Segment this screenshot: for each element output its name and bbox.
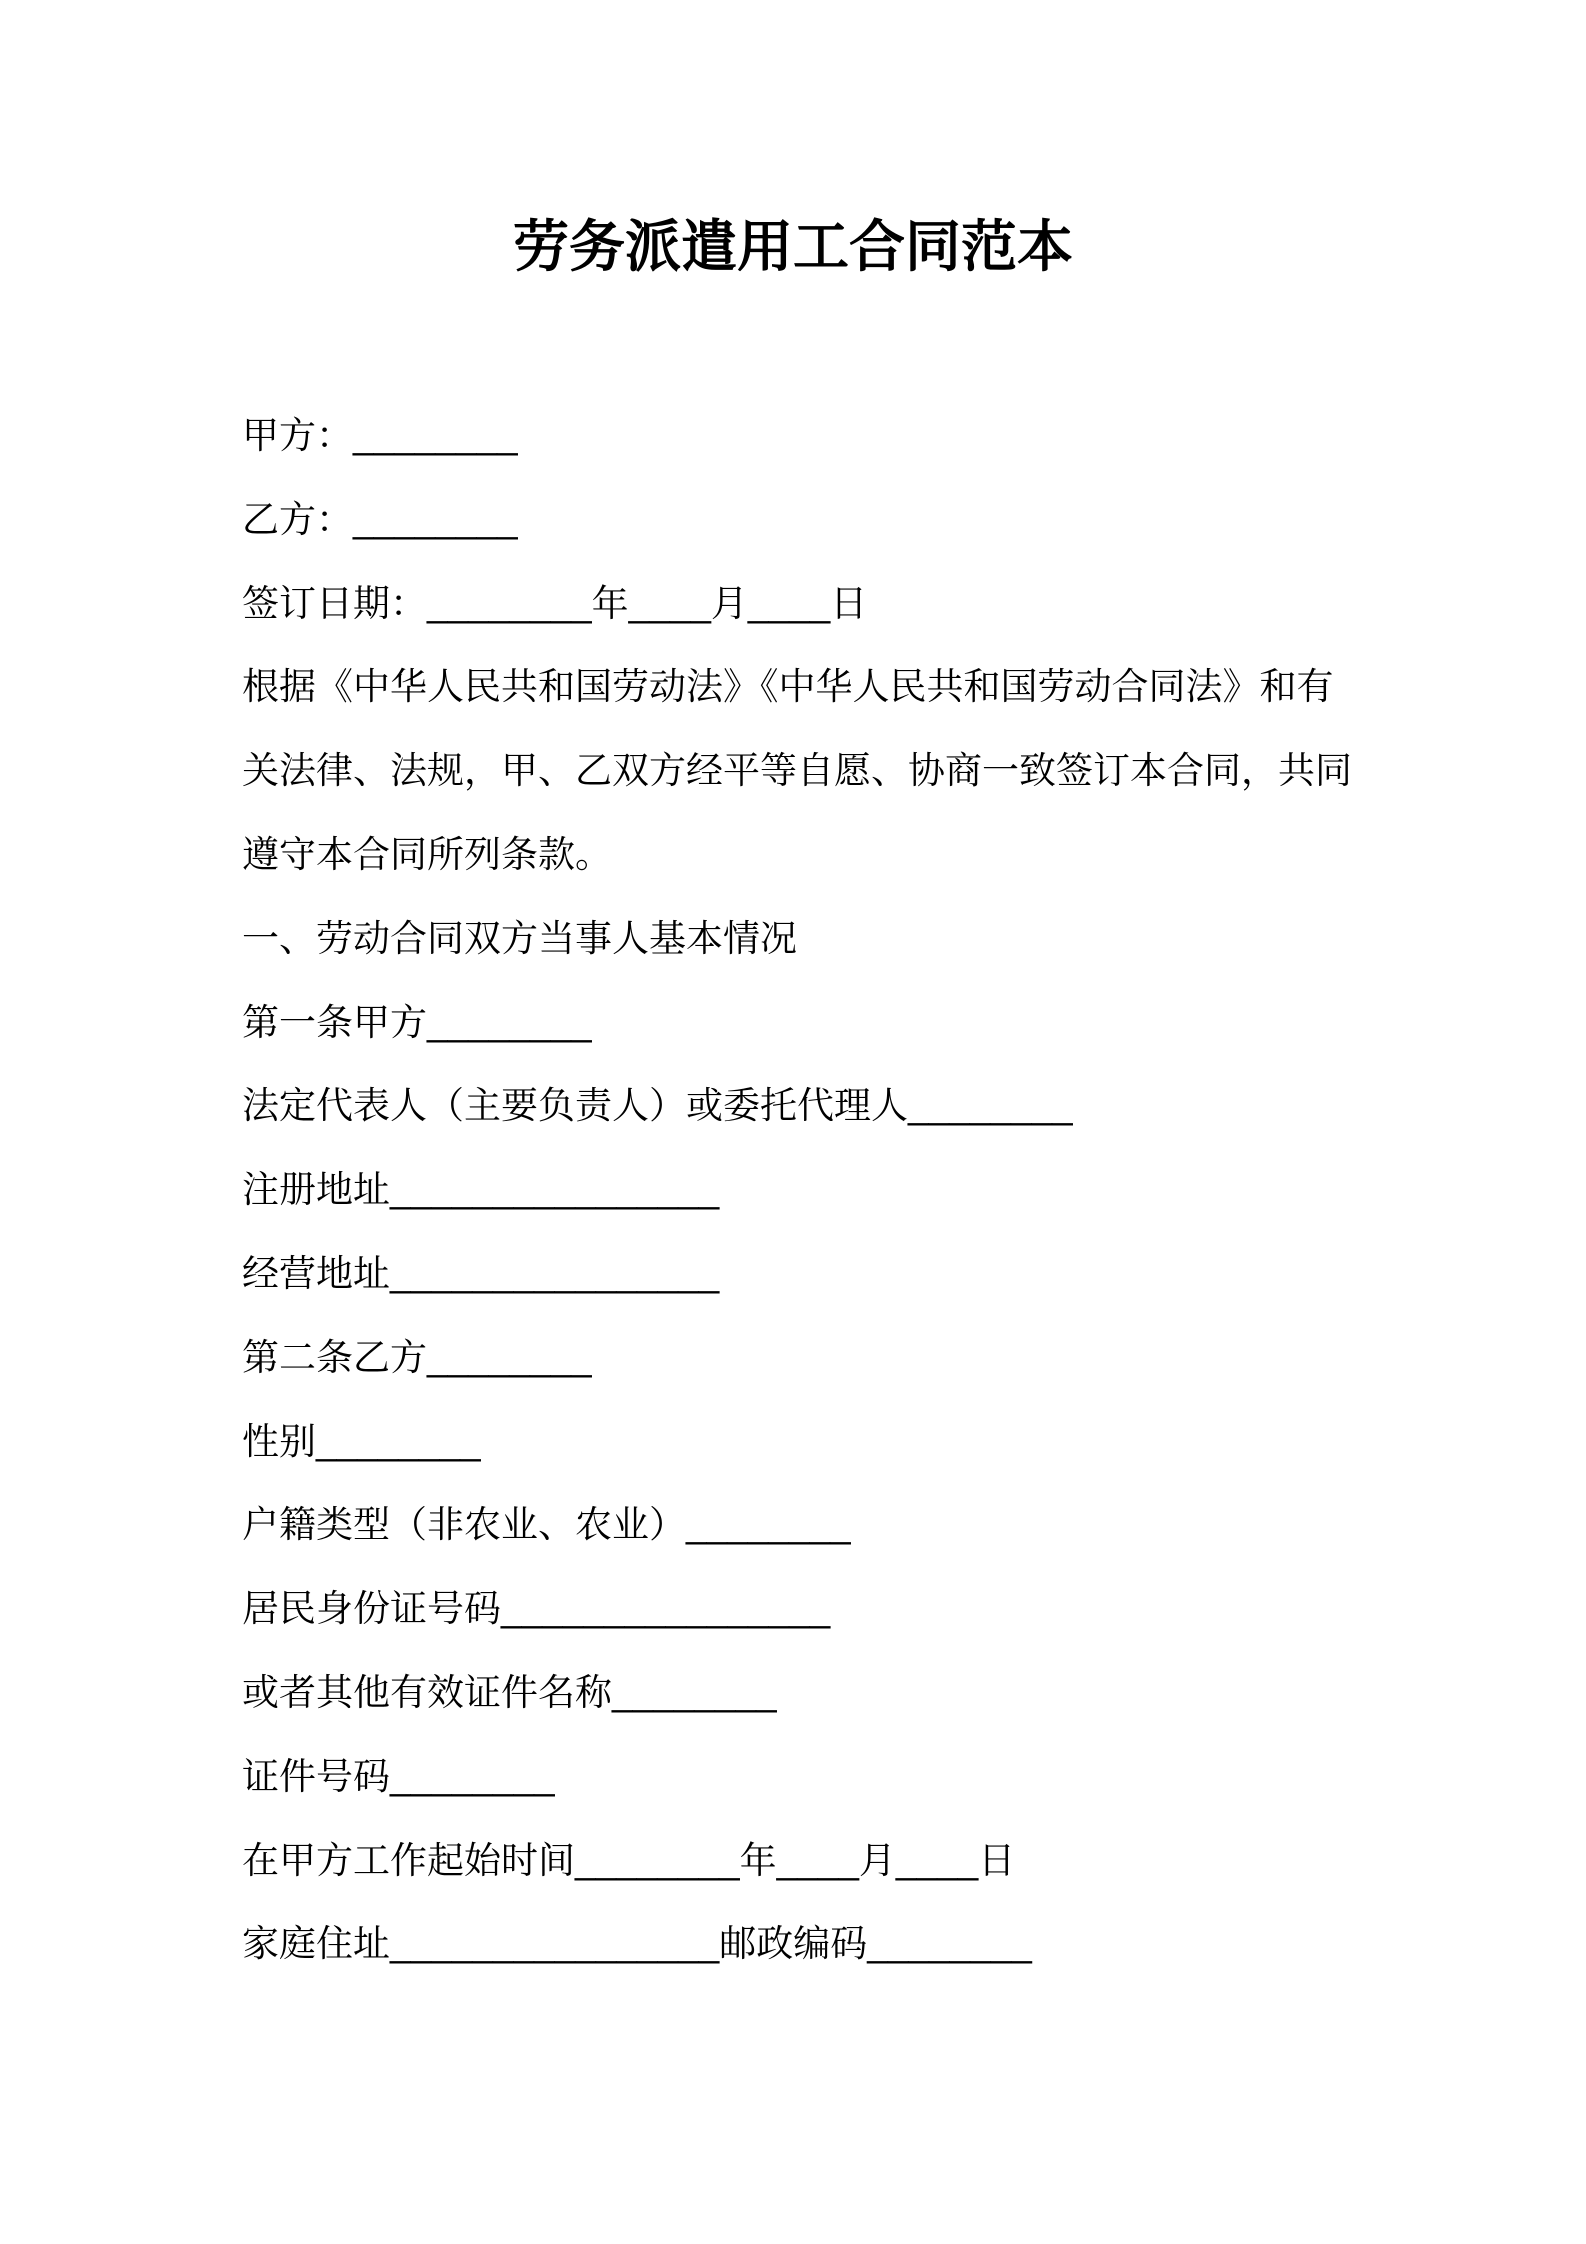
- business-address-field: 经营地址________________: [242, 1252, 720, 1294]
- party-b-line: 乙方：________: [242, 498, 518, 540]
- preamble-paragraph: 根据《中华人民共和国劳动法》《中华人民共和国劳动合同法》和有关法律、法规，甲、乙双方经平等自愿、协商一致签订本合同，共同遵守本合同所列条款。: [242, 666, 1352, 875]
- sign-date-line: 签订日期：________年____月____日: [242, 582, 868, 624]
- article-1-title: 第一条甲方________: [242, 1001, 592, 1043]
- legal-representative-field: 法定代表人（主要负责人）或委托代理人________: [242, 1085, 1073, 1127]
- party-a-line: 甲方：________: [242, 415, 518, 456]
- home-address-postcode-field: 家庭住址________________邮政编码________: [242, 1923, 1032, 1965]
- id-document-number-field: 证件号码________: [242, 1755, 555, 1797]
- id-number-field: 居民身份证号码________________: [242, 1588, 831, 1630]
- other-id-name-field: 或者其他有效证件名称________: [242, 1671, 777, 1713]
- article-2-title: 第二条乙方________: [242, 1336, 592, 1378]
- document-body: [242, 394, 1442, 1986]
- household-type-field: 户籍类型（非农业、农业）________: [242, 1504, 851, 1546]
- start-date-field: 在甲方工作起始时间________年____月____日: [242, 1839, 1016, 1881]
- gender-field: 性别________: [242, 1420, 481, 1462]
- section-1-heading: 一、劳动合同双方当事人基本情况: [242, 917, 797, 959]
- document-title: 劳务派遣用工合同范本: [513, 215, 1073, 278]
- registered-address-field: 注册地址________________: [242, 1169, 720, 1211]
